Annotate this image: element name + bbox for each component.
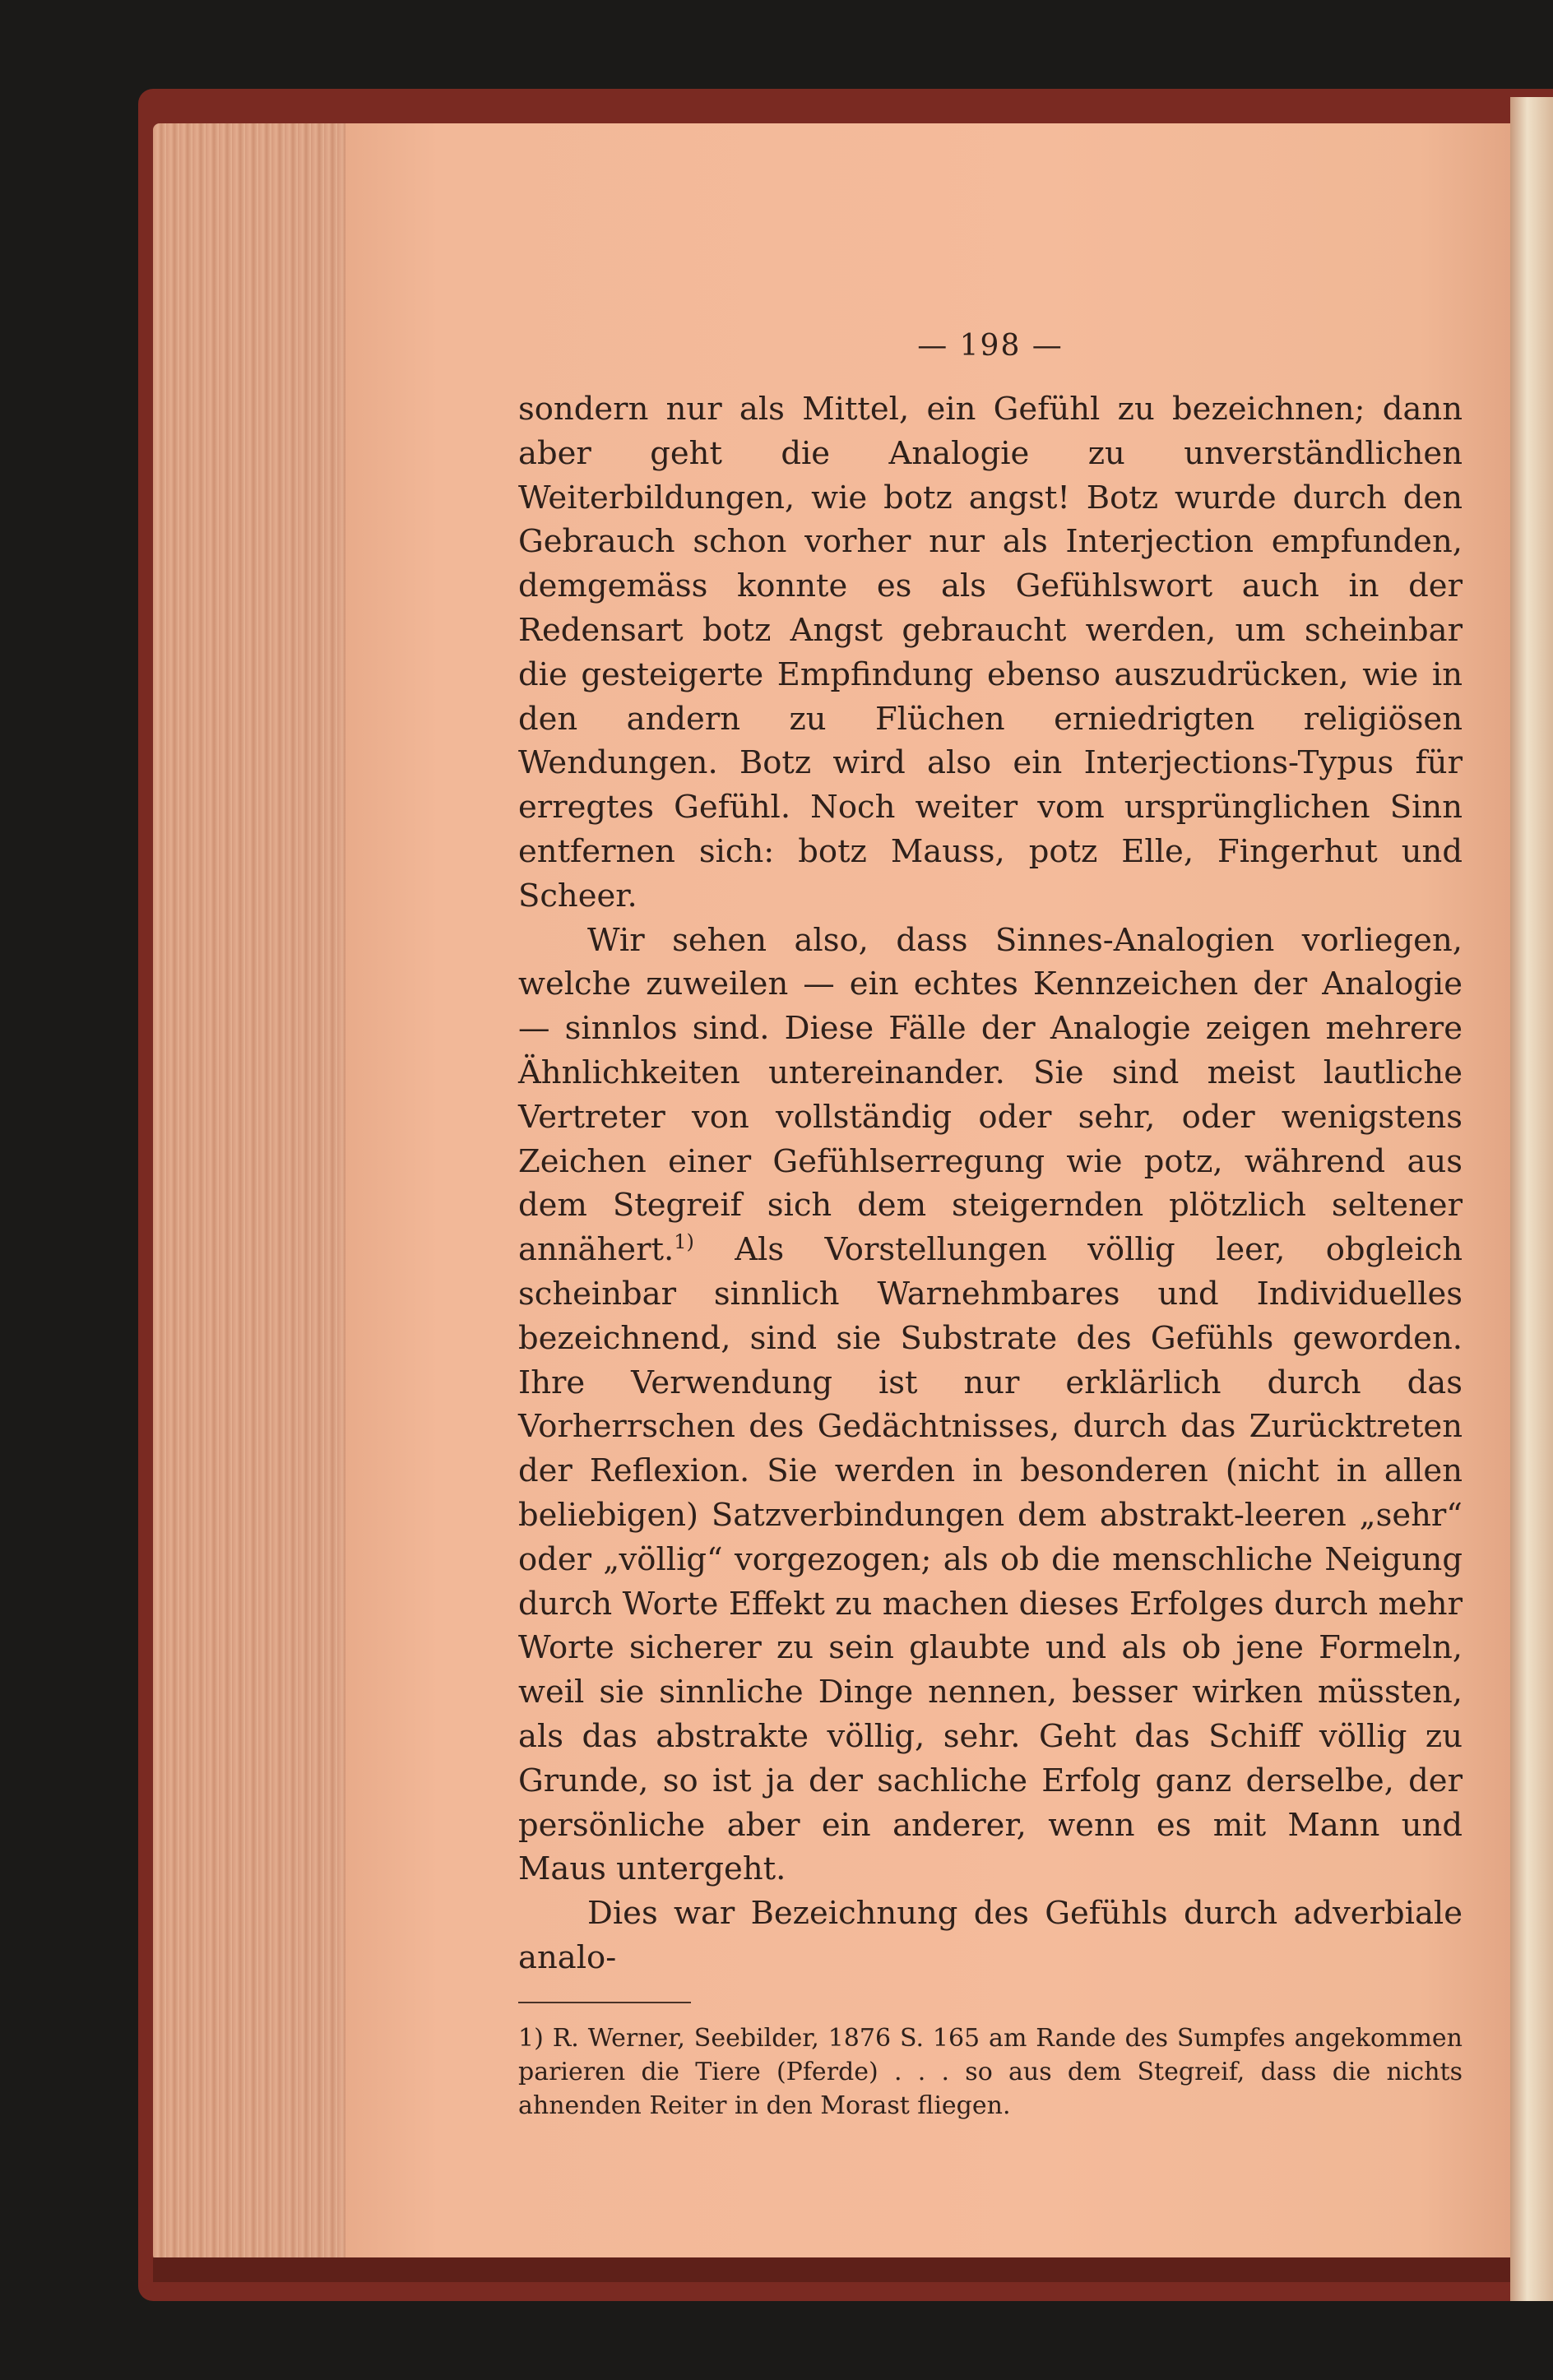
page-edges bbox=[153, 123, 359, 2262]
page-number: — 198 — bbox=[917, 329, 1064, 363]
book-bottom-edge bbox=[153, 2257, 1510, 2282]
book-gutter bbox=[1510, 97, 1553, 2301]
page-content bbox=[518, 329, 1463, 2123]
paragraph-2-text: Wir sehen also, dass Sinnes-Analogien vorliegen, welche zuweilen — ein echtes Kennzeichen der Analogie — sinnlos sind. Diese Fälle der Analogie zeigen mehrere Ähnlichkeiten untereinander. Sie sind meist lautliche Vertreter von vollständig oder sehr, oder wenigstens Zeichen einer Gefühlserregung wie potz, während aus dem Stegreif sich dem steigernden plötzlich seltener annähert. bbox=[518, 921, 1463, 1269]
paragraph-1: sondern nur als Mittel, ein Gefühl zu bezeichnen; dann aber geht die Analogie zu unverständlichen Weiterbildungen, wie botz angst! Botz wurde durch den Gebrauch schon vorher nur als Interjection empfunden, demgemäss konnte es als Gefühlswort auch in der Redensart botz Angst gebraucht werden, um scheinbar die gesteigerte Empfindung ebenso auszudrücken, wie in den andern zu Flüchen erniedrigten religiösen Wendungen. Botz wird also ein Interjections-Typus für erregtes Gefühl. Noch weiter vom ursprünglichen Sinn entfernen sich: botz Mauss, potz Elle, Fingerhut und Scheer. bbox=[518, 391, 1463, 914]
footnote-reference[interactable]: 1) bbox=[674, 1230, 694, 1254]
paragraph-2 bbox=[518, 919, 1463, 1892]
paragraph-2-continued: Als Vorstellungen völlig leer, obgleich scheinbar sinnlich Warnehmbares und Individuelles bezeichnend, sind sie Substrate des Gefühls geworden. Ihre Verwendung ist nur erklärlich durch das Vorherrschen des Gedächtnisses, durch das Zurücktreten der Reflexion. Sie werden in besonderen (nicht in allen beliebigen) Satzverbindungen dem abstrakt-leeren „sehr“ oder „völlig“ vorgezogen; als ob die menschliche Neigung durch Worte Effekt zu machen dieses Erfolges durch mehr Worte sicherer zu sein glaubte und als ob jene Formeln, weil sie sinnliche Dinge nennen, besser wirken müssten, als das abstrakte völlig, sehr. Geht das Schiff völlig zu Grunde, so ist ja der sachliche Erfolg ganz derselbe, der persönliche aber ein anderer, wenn es mit Mann und Maus untergeht. bbox=[518, 1231, 1463, 1888]
paragraph-3: Dies war Bezeichnung des Gefühls durch adverbiale analo- bbox=[518, 1895, 1463, 1976]
footnote: 1) R. Werner, Seebilder, 1876 S. 165 am Rande des Sumpfes angekommen parieren die Tiere (Pferde) . . . so aus dem Stegreif, dass die nichts ahnenden Reiter in den Morast fliegen. bbox=[518, 2023, 1463, 2120]
footnote-divider bbox=[518, 2002, 691, 2003]
